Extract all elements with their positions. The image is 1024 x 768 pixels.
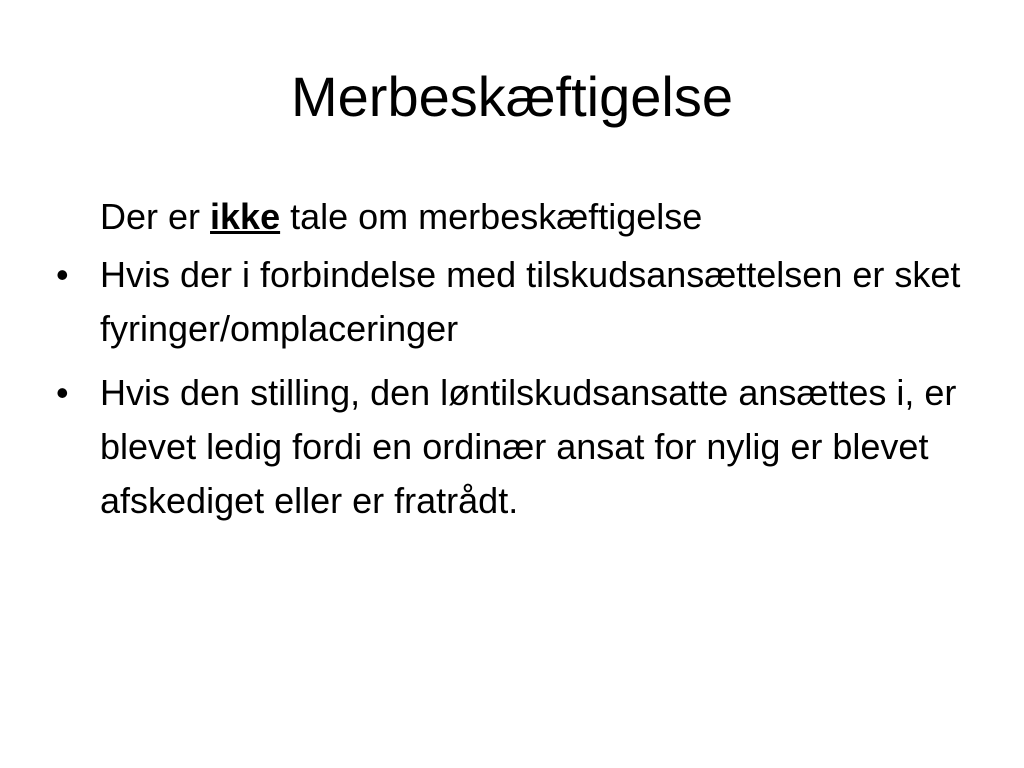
bullet-text: Hvis den stilling, den løntilskudsansatte ansættes i, er blevet ledig fordi en ordinær ansat for nylig er blevet afskediget eller er fratrådt. — [100, 372, 957, 521]
list-item — [50, 366, 980, 528]
bullet-text: Hvis der i forbindelse med tilskudsansættelsen er sket fyringer/omplaceringer — [100, 254, 961, 349]
intro-text-before: Der er — [100, 196, 211, 237]
slide-body — [50, 190, 980, 528]
intro-line — [50, 190, 980, 244]
bullet-list — [50, 248, 980, 528]
slide-title: Merbeskæftigelse — [291, 65, 733, 128]
intro-emphasis: ikke — [210, 196, 281, 237]
bullet-icon: • — [56, 372, 69, 413]
list-item — [50, 248, 980, 356]
intro-text-after: tale om merbeskæftigelse — [280, 196, 703, 237]
bullet-icon: • — [56, 254, 69, 295]
